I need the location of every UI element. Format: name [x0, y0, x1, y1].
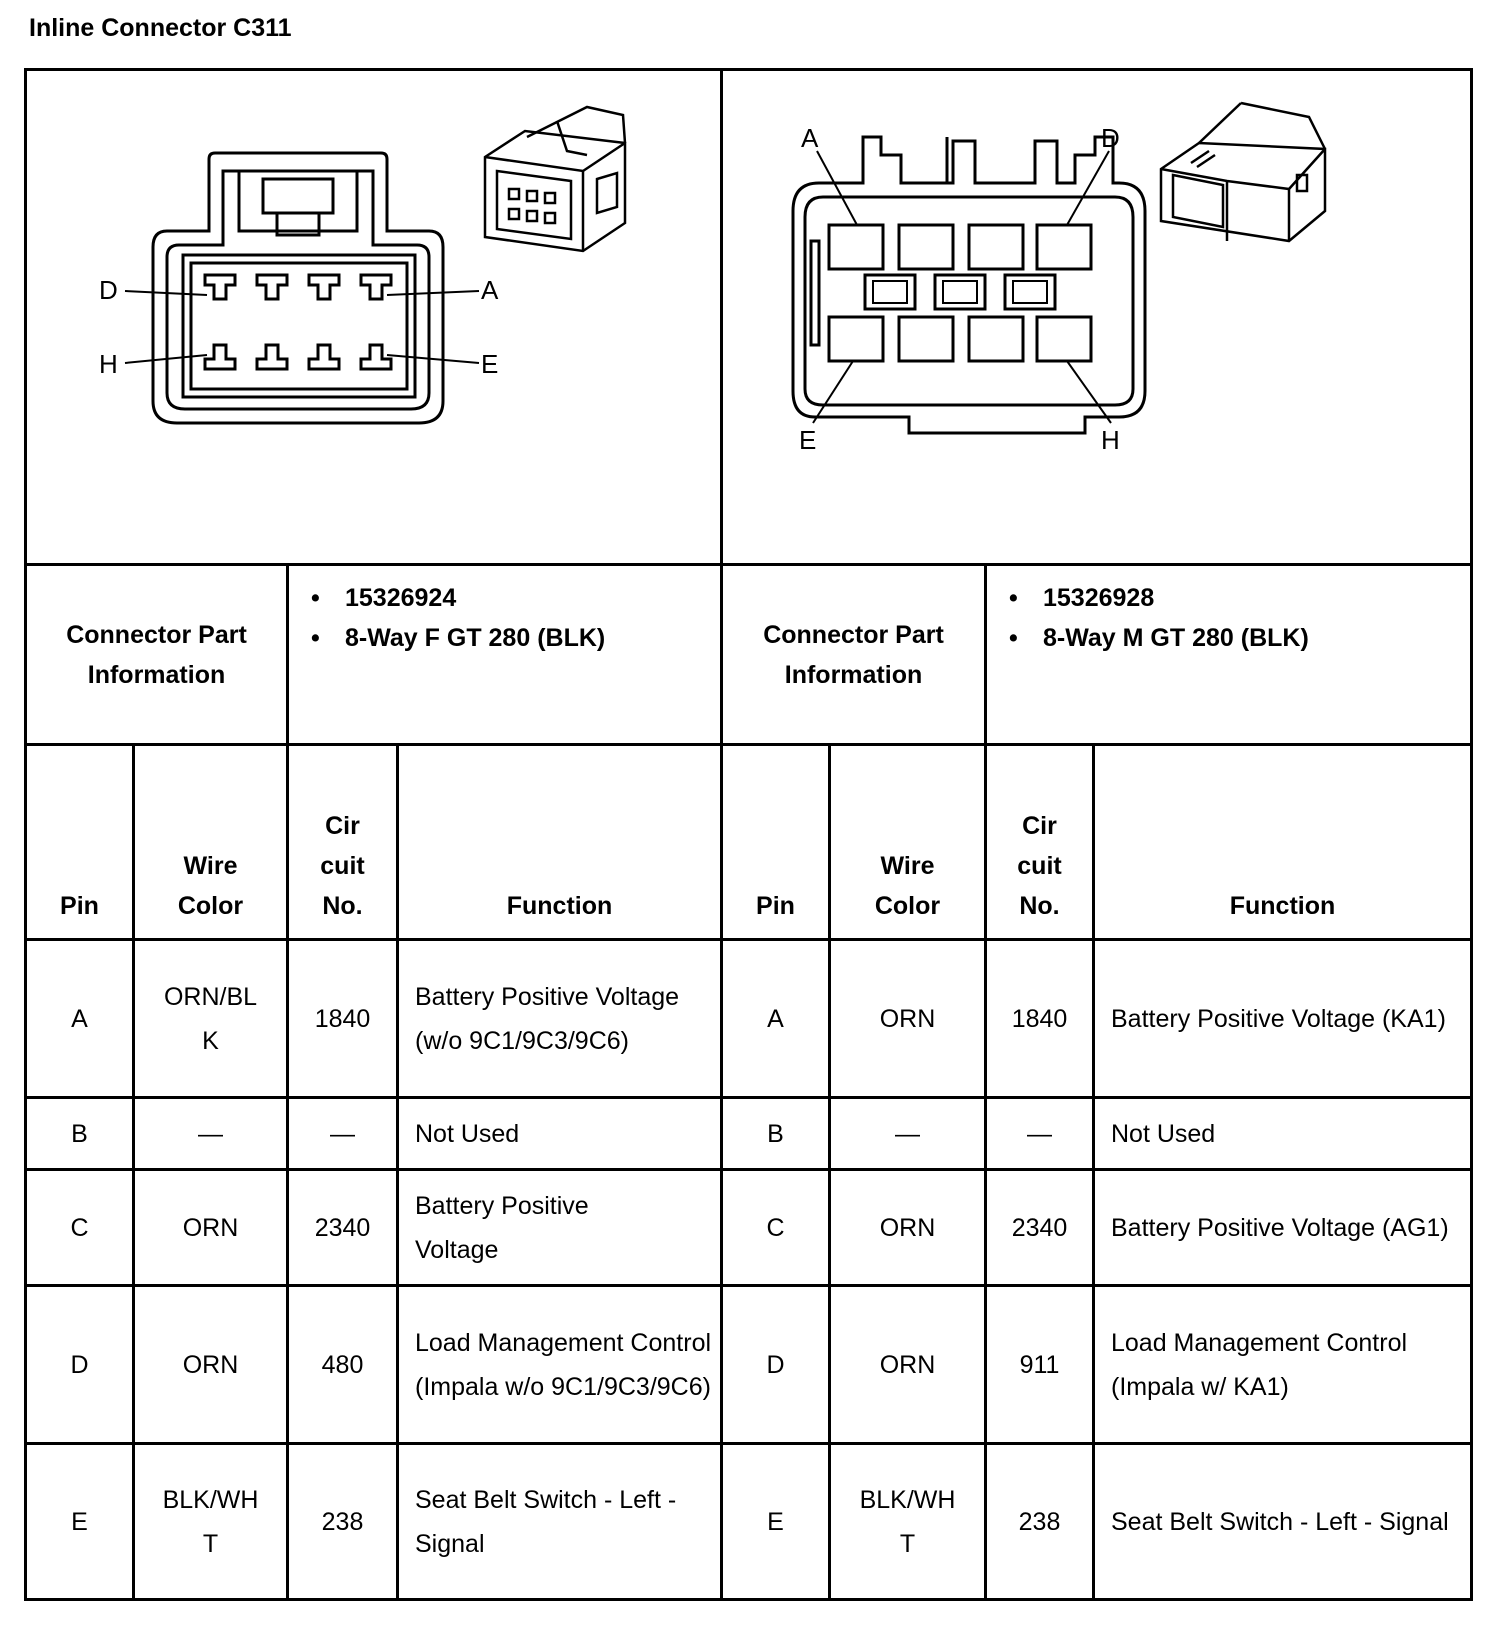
wire-color-cell: ORN [830, 1170, 986, 1286]
function-cell: Seat Belt Switch - Left - Signal [398, 1444, 722, 1600]
header-function: Function [398, 745, 722, 940]
table-row [26, 1286, 1472, 1444]
function-cell: Load Management Control (Impala w/o 9C1/9C3/9C6) [398, 1286, 722, 1444]
wire-color-cell: ORN [830, 1286, 986, 1444]
right-part-number: • 15326928 [1009, 578, 1470, 618]
wire-color-cell: — [830, 1098, 986, 1170]
pin-cell: B [722, 1098, 830, 1170]
pin-label-d: D [99, 275, 118, 305]
page-title: Inline Connector C311 [29, 14, 292, 42]
pin-cell: A [722, 940, 830, 1098]
connector-table [24, 68, 1473, 1601]
wire-color-cell: ORN [134, 1170, 288, 1286]
circuit-cell: 1840 [986, 940, 1094, 1098]
left-part-number: • 15326924 [311, 578, 720, 618]
table-row [26, 1444, 1472, 1600]
pin-cell: E [722, 1444, 830, 1600]
right-part-info-label: Connector Part Information [722, 565, 986, 745]
female-connector-3d-icon [485, 107, 625, 251]
pin-label-h: H [99, 349, 118, 379]
male-connector-diagram [722, 70, 1472, 565]
function-cell: Battery Positive Voltage (KA1) [1094, 940, 1472, 1098]
female-connector-face-view [27, 71, 723, 563]
header-function: Function [1094, 745, 1472, 940]
wire-color-cell: ORN [830, 940, 986, 1098]
function-cell: Seat Belt Switch - Left - Signal [1094, 1444, 1472, 1600]
wire-color-cell: BLK/WHT [830, 1444, 986, 1600]
header-circuit-no: Cir cuit No. [986, 745, 1094, 940]
circuit-cell: — [986, 1098, 1094, 1170]
table-header-row [26, 745, 1472, 940]
circuit-cell: 480 [288, 1286, 398, 1444]
pin-label-e: E [799, 425, 817, 455]
header-pin: Pin [722, 745, 830, 940]
circuit-cell: 2340 [986, 1170, 1094, 1286]
circuit-cell: 238 [288, 1444, 398, 1600]
male-connector-3d-icon [1161, 103, 1325, 241]
function-cell: Not Used [398, 1098, 722, 1170]
circuit-cell: 1840 [288, 940, 398, 1098]
right-part-info [986, 565, 1472, 745]
wire-color-cell: ORN [134, 1286, 288, 1444]
pin-label-a: A [801, 123, 819, 153]
table-row [26, 1098, 1472, 1170]
wire-color-cell: BLK/WHT [134, 1444, 288, 1600]
right-part-description: • 8-Way M GT 280 (BLK) [1009, 618, 1470, 658]
header-wire-color: Wire Color [830, 745, 986, 940]
circuit-cell: — [288, 1098, 398, 1170]
wire-color-cell: ORN/BLK [134, 940, 288, 1098]
pin-cell: E [26, 1444, 134, 1600]
male-connector-face-view [723, 71, 1473, 563]
pin-label-d: D [1101, 123, 1120, 153]
pin-label-h: H [1101, 425, 1120, 455]
function-cell: Battery Positive Voltage (AG1) [1094, 1170, 1472, 1286]
function-cell: Load Management Control (Impala w/ KA1) [1094, 1286, 1472, 1444]
pin-cell: C [722, 1170, 830, 1286]
circuit-cell: 911 [986, 1286, 1094, 1444]
pin-cell: D [26, 1286, 134, 1444]
female-connector-diagram [26, 70, 722, 565]
circuit-cell: 238 [986, 1444, 1094, 1600]
pin-label-e: E [481, 349, 499, 379]
header-pin: Pin [26, 745, 134, 940]
circuit-cell: 2340 [288, 1170, 398, 1286]
pin-cell: D [722, 1286, 830, 1444]
function-cell: Battery Positive Voltage [398, 1170, 722, 1286]
left-part-description: • 8-Way F GT 280 (BLK) [311, 618, 720, 658]
table-row [26, 940, 1472, 1098]
pin-label-a: A [481, 275, 499, 305]
function-cell: Battery Positive Voltage (w/o 9C1/9C3/9C6) [398, 940, 722, 1098]
pin-cell: A [26, 940, 134, 1098]
header-wire-color: Wire Color [134, 745, 288, 940]
left-part-info [288, 565, 722, 745]
header-circuit-no: Cir cuit No. [288, 745, 398, 940]
function-cell: Not Used [1094, 1098, 1472, 1170]
wire-color-cell: — [134, 1098, 288, 1170]
table-row [26, 1170, 1472, 1286]
left-part-info-label: Connector Part Information [26, 565, 288, 745]
pin-cell: B [26, 1098, 134, 1170]
pin-cell: C [26, 1170, 134, 1286]
